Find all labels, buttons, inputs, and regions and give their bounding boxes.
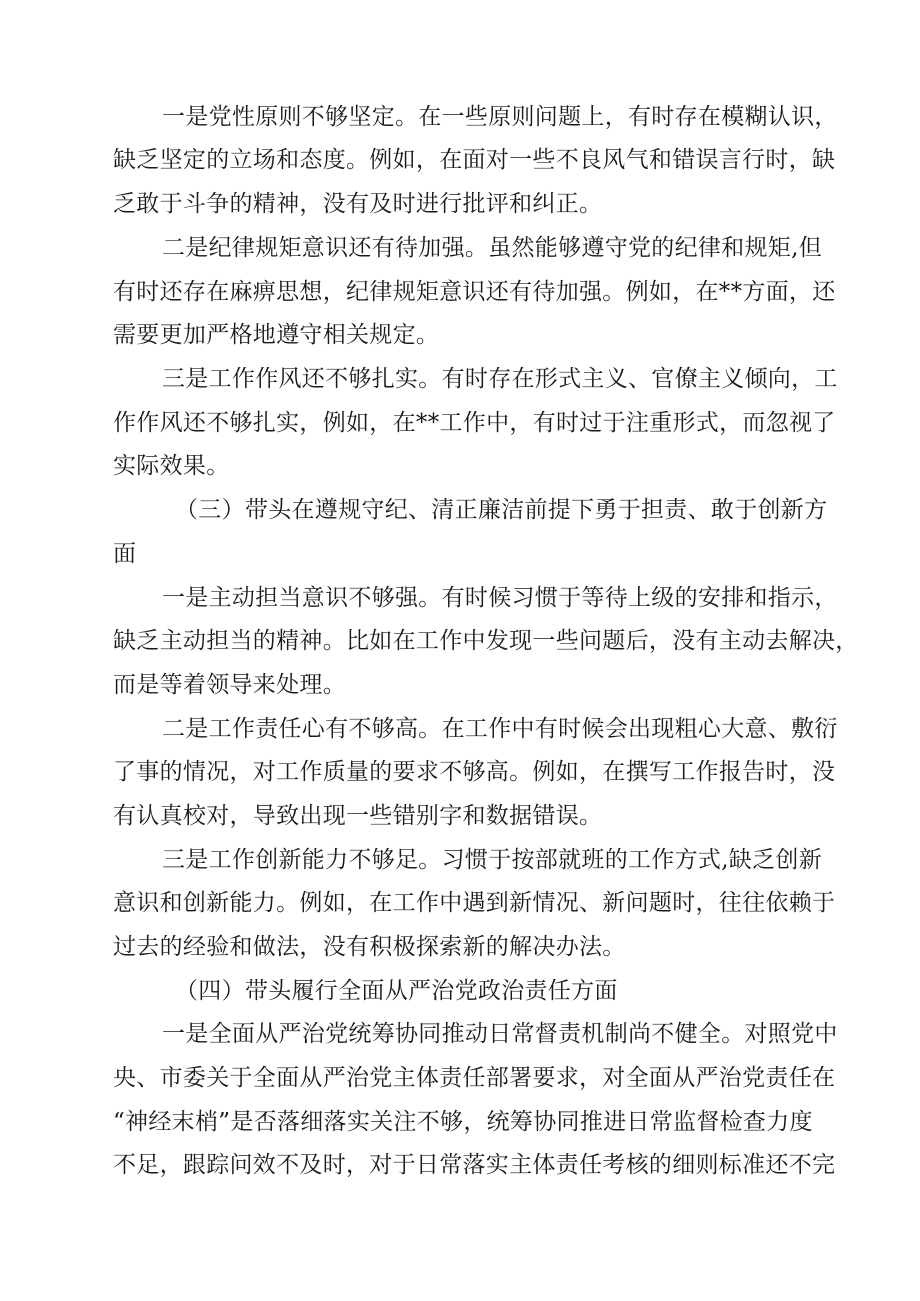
text-line: 有认真校对，导致出现一些错别字和数据错误。 [113, 803, 603, 829]
text-line: 一是全面从严治党统筹协同推动日常督责机制尚不健全。对照党中 [162, 1021, 838, 1047]
text-line: 需要更加严格地遵守相关规定。 [113, 322, 440, 348]
text-line: “神经末梢”是否落细落实关注不够，统筹协同推进日常监督检查力度 [113, 1109, 813, 1135]
section-heading: （四）带头履行全面从严治党政治责任方面 [175, 978, 618, 1004]
text-line: 作作风还不够扎实，例如，在**工作中，有时过于注重形式，而忽视了 [113, 410, 836, 436]
text-line: 乏敢于斗争的精神，没有及时进行批评和纠正。 [113, 191, 603, 217]
section-heading: （三）带头在遵规守纪、清正廉洁前提下勇于担责、敢于创新方 [175, 497, 828, 523]
text-line: 有时还存在麻痹思想，纪律规矩意识还有待加强。例如，在**方面，还 [113, 279, 836, 305]
text-line: 缺乏坚定的立场和态度。例如，在面对一些不良风气和错误言行时，缺 [113, 147, 836, 173]
text-line: 而是等着领导来处理。 [113, 672, 346, 698]
text-line: 不足，跟踪问效不及时，对于日常落实主体责任考核的细则标准还不完 [113, 1152, 836, 1178]
text-line: 一是主动担当意识不够强。有时候习惯于等待上级的安排和指示， [162, 585, 838, 611]
text-line: 二是工作责任心有不够高。在工作中有时候会出现粗心大意、敷衍 [162, 716, 838, 742]
text-line: 过去的经验和做法，没有积极探索新的解决办法。 [113, 934, 626, 960]
text-line: 缺乏主动担当的精神。比如在工作中发现一些问题后，没有主动去解决， [113, 628, 859, 654]
section-heading: 面 [113, 541, 137, 567]
text-line: 央、市委关于全面从严治党主体责任部署要求，对全面从严治党责任在 [113, 1065, 836, 1091]
text-line: 意识和创新能力。例如，在工作中遇到新情况、新问题时，往往依赖于 [113, 890, 836, 916]
text-line: 二是纪律规矩意识还有待加强。虽然能够遵守党的纪律和规矩,但 [162, 235, 823, 261]
text-line: 一是党性原则不够坚定。在一些原则问题上，有时存在模糊认识， [162, 104, 838, 130]
text-line: 了事的情况，对工作质量的要求不够高。例如，在撰写工作报告时，没 [113, 759, 836, 785]
text-line: 三是工作作风还不够扎实。有时存在形式主义、官僚主义倾向，工 [162, 366, 838, 392]
text-line: 三是工作创新能力不够足。习惯于按部就班的工作方式,缺乏创新 [162, 847, 823, 873]
text-line: 实际效果。 [113, 453, 230, 479]
